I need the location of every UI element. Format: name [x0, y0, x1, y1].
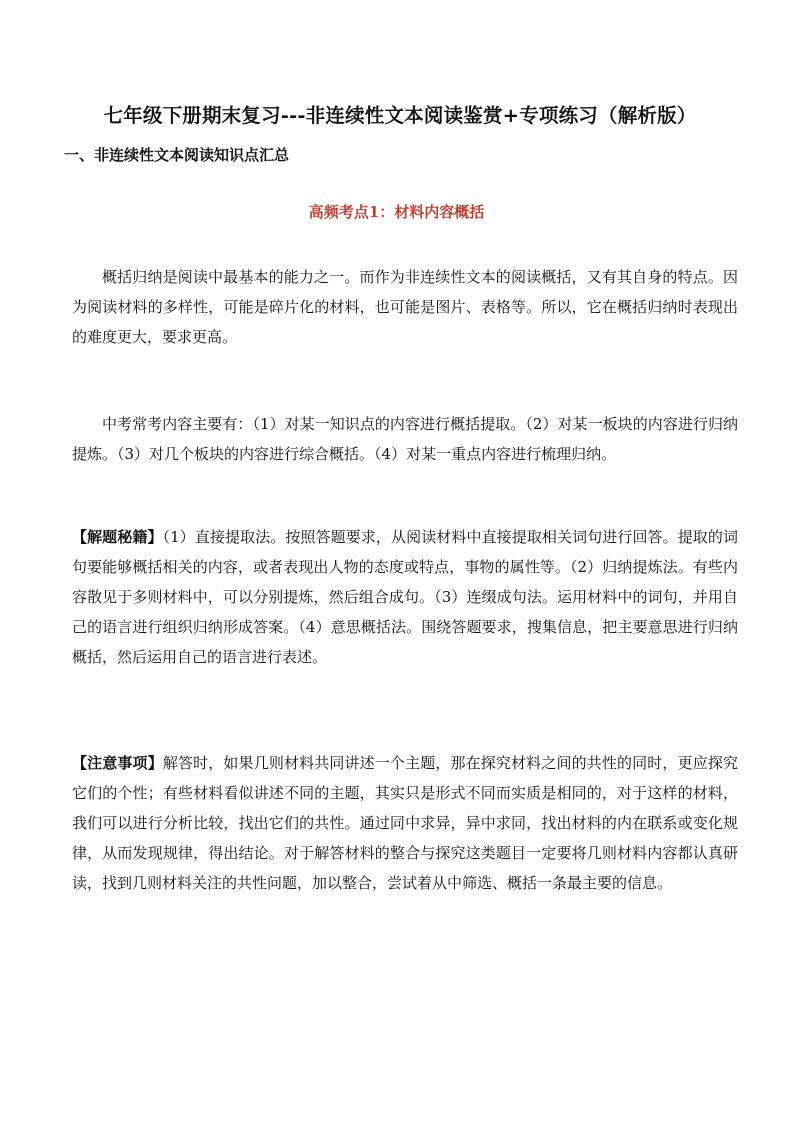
solving-tips-tag: 【解题秘籍】: [72, 528, 163, 546]
notes-tag: 【注意事项】: [72, 754, 163, 772]
document-title: 七年级下册期末复习---非连续性文本阅读鉴赏+专项练习（解析版）: [103, 104, 697, 127]
paragraph-solving-tips: [72, 522, 738, 672]
paragraph-summary-ability: 概括归纳是阅读中最基本的能力之一。而作为非连续性文本的阅读概括，又有其自身的特点。因为阅读材料的多样性，可能是碎片化的材料，也可能是图片、表格等。所以，它在概括归纳时表现出的难度更大，要求更高。: [72, 268, 738, 346]
paragraph-notes: [72, 748, 738, 898]
paragraph-exam-content: 中考常考内容主要有：（1）对某一知识点的内容进行概括提取。（2）对某一板块的内容进行归纳提炼。（3）对几个板块的内容进行综合概括。（4）对某一重点内容进行梳理归纳。: [72, 415, 738, 463]
section-heading: 一、非连续性文本阅读知识点汇总: [64, 146, 290, 164]
topic-heading: 高频考点1：材料内容概括: [308, 203, 485, 221]
solving-tips-body: （1）直接提取法。按照答题要求，从阅读材料中直接提取相关词句进行回答。提取的词句要能够概括相关的内容，或者表现出人物的态度或特点，事物的属性等。（2）归纳提炼法。有些内容散见于多则材料中，可以分别提炼，然后组合成句。（3）连缀成句法。运用材料中的词句，并用自己的语言进行组织归纳形成答案。（4）意思概括法。围绕答题要求，搜集信息，把主要意思进行归纳概括，然后运用自己的语言进行表述。: [72, 528, 738, 666]
notes-body: 解答时，如果几则材料共同讲述一个主题，那在探究材料之间的共性的同时，更应探究它们的个性；有些材料看似讲述不同的主题，其实只是形式不同而实质是相同的，对于这样的材料，我们可以进行分析比较，找出它们的共性。通过同中求异，异中求同，找出材料的内在联系或变化规律，从而发现规律，得出结论。对于解答材料的整合与探究这类题目一定要将几则材料内容都认真研读，找到几则材料关注的共性问题，加以整合，尝试着从中筛选、概括一条最主要的信息。: [72, 754, 738, 892]
